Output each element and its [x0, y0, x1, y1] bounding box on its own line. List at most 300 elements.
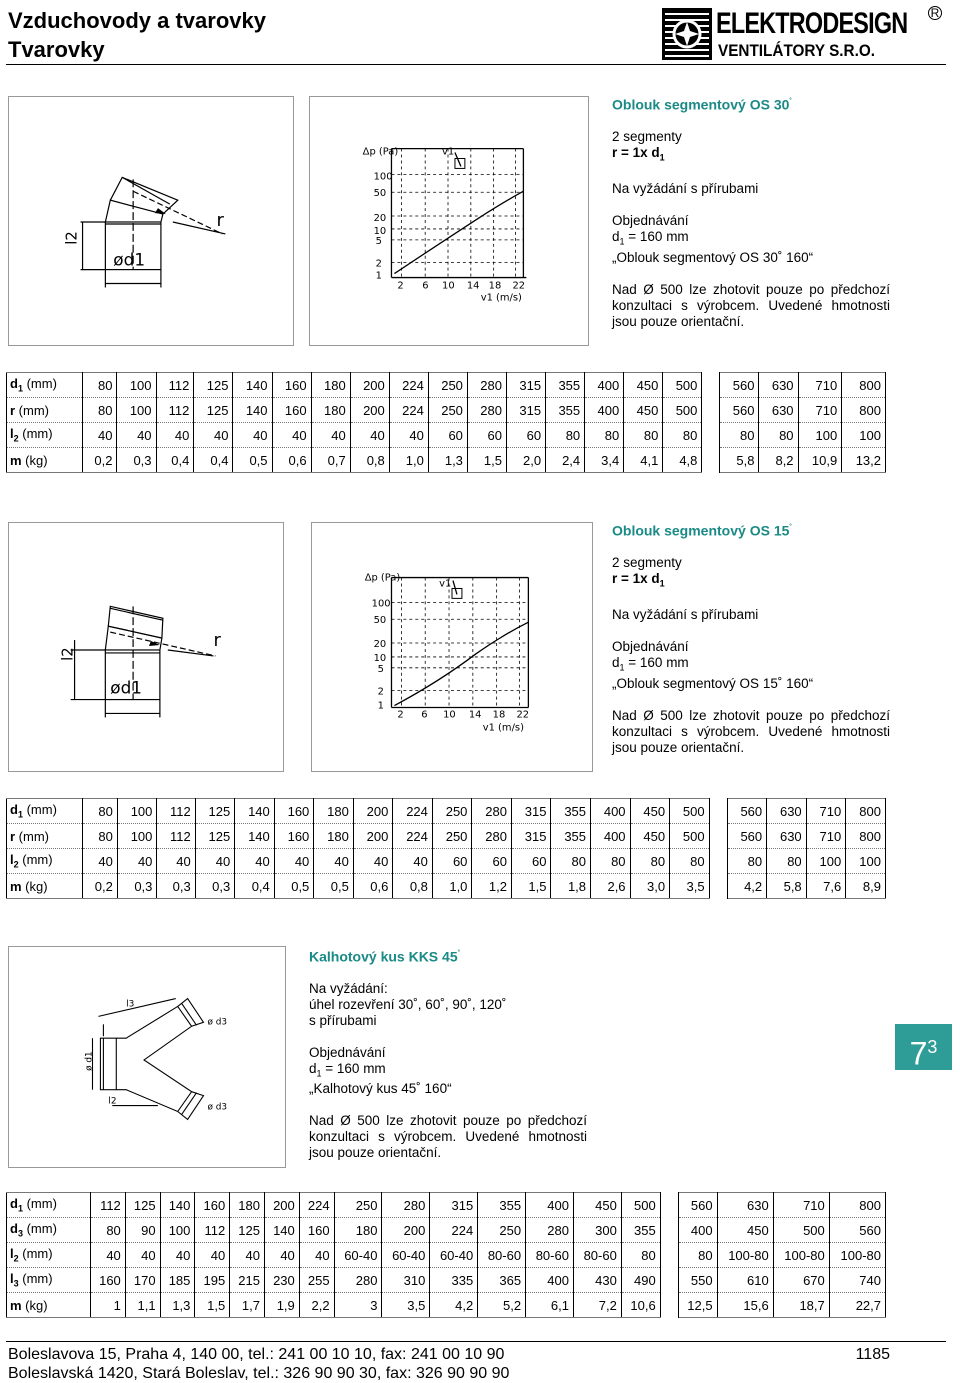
table-cell: 365: [478, 1268, 526, 1293]
table-cell: 255: [299, 1268, 334, 1293]
table-cell: 315: [430, 1193, 478, 1218]
row-label-subscript: 2: [13, 1253, 19, 1264]
table-cell: 40: [353, 849, 393, 874]
table-cell: 60: [428, 423, 467, 448]
table-cell: 80: [585, 423, 624, 448]
table-cell: 80-60: [573, 1243, 621, 1268]
row-label: [7, 824, 83, 849]
table-cell: 13,2: [842, 448, 886, 473]
table-cell: 140: [233, 398, 272, 423]
row-label-symbol: d: [10, 1221, 18, 1237]
ytick: 5: [375, 235, 382, 247]
table-cell: 40: [117, 423, 156, 448]
kks45-request: Na vyžádání:: [309, 980, 388, 996]
table-cell: 100: [806, 849, 846, 874]
table-cell: 60: [432, 849, 472, 874]
table-cell: 710: [773, 1193, 829, 1218]
ytick: 10: [373, 652, 387, 664]
table-cell: 40: [393, 849, 433, 874]
page-title-line2: Tvarovky: [8, 37, 105, 62]
table-cell: 250: [432, 824, 472, 849]
os30-segments: 2 segmenty: [612, 128, 682, 144]
os15-order-example: „Oblouk segmentový OS 15˚ 160“: [612, 676, 814, 692]
row-label-unit: (mm): [18, 1271, 53, 1287]
table-row: [7, 373, 886, 398]
table-cell: 710: [798, 398, 842, 423]
table-cell: 40: [83, 423, 117, 448]
table-cell: 0,2: [83, 874, 118, 899]
table-cell: 80-60: [478, 1243, 526, 1268]
row-label-symbol: l: [10, 426, 14, 442]
table-cell: 80: [83, 799, 118, 824]
row-label-symbol: d: [10, 1196, 18, 1212]
xtick: 10: [442, 280, 455, 292]
xtick: 6: [421, 709, 428, 721]
column-gap: [660, 1293, 678, 1318]
os15-title: Oblouk segmentový OS 15: [612, 522, 790, 539]
table-cell: 40: [235, 849, 275, 874]
os15-order-d-value: = 160 mm: [624, 655, 689, 671]
table-cell: 7,6: [806, 874, 846, 899]
column-gap: [709, 849, 727, 874]
table-cell: 0,8: [393, 874, 433, 899]
row-label-symbol: r: [10, 828, 16, 844]
table-cell: 224: [299, 1193, 334, 1218]
table-cell: 80: [546, 423, 585, 448]
pressure-loss-chart: [312, 523, 592, 771]
table-row: [7, 799, 886, 824]
fig-label-r: r: [216, 209, 224, 231]
table-cell: 280: [526, 1218, 574, 1243]
logo-subtitle: VENTILÁTORY S.R.O.: [718, 41, 875, 60]
table-row: [7, 398, 886, 423]
table-cell: 280: [472, 799, 512, 824]
table-cell: 430: [573, 1268, 621, 1293]
table-cell: 0,3: [117, 448, 156, 473]
chart-xlabel: v1 (m/s): [480, 292, 522, 304]
os30-order-d-value: = 160 mm: [624, 229, 689, 245]
table-cell: 100-80: [773, 1243, 829, 1268]
page-title: [8, 6, 266, 64]
os30-order-label: Objednávání: [612, 213, 689, 229]
table-cell: 2,2: [299, 1293, 334, 1318]
table-cell: 315: [511, 824, 551, 849]
table-cell: 125: [194, 373, 233, 398]
table-cell: 195: [195, 1268, 230, 1293]
table-cell: 160: [272, 373, 311, 398]
table-cell: 10,6: [621, 1293, 660, 1318]
chart-vlabel: v1: [442, 146, 455, 158]
row-label-unit: (mm): [18, 1246, 53, 1262]
table-cell: 2,4: [546, 448, 585, 473]
table-cell: 5,8: [720, 448, 759, 473]
row-label: [7, 1193, 91, 1218]
ytick: 2: [377, 686, 384, 698]
ytick: 10: [373, 225, 387, 237]
kks45-spec-table: [6, 1192, 886, 1318]
table-cell: 800: [846, 824, 886, 849]
os15-flanges: Na vyžádání s přírubami: [612, 607, 759, 623]
table-cell: 315: [511, 799, 551, 824]
table-cell: 125: [195, 824, 235, 849]
ytick: 1: [377, 700, 384, 712]
table-cell: 670: [773, 1268, 829, 1293]
os30-title: Oblouk segmentový OS 30: [612, 96, 790, 113]
footer-address-2: Boleslavská 1420, Stará Boleslav, tel.: 326 90 90 30, fax: 326 90 90 90: [8, 1365, 510, 1382]
table-cell: 250: [432, 799, 472, 824]
table-cell: 630: [717, 1193, 773, 1218]
table-cell: 40: [160, 1243, 195, 1268]
table-cell: 140: [233, 373, 272, 398]
kks45-title: Kalhotový kus KKS 45: [309, 948, 458, 965]
table-cell: 200: [353, 799, 393, 824]
ytick: 20: [373, 639, 387, 650]
os30-description: Oblouk segmentový OS 30˚ 2 segmenty r = 1x $d_1$ Na vyžádání s přírubami Objednávání $d_1 = 160$ mm „Oblouk segmentový OS 30˚ 160“ Nad Ø 500 lze zhotovit pouze po předchozí konzultaci s výrobcem. Uvedené hmotnosti jsou pouze orientační.: [612, 96, 890, 330]
row-label: [7, 1268, 91, 1293]
table-cell: 60: [507, 423, 546, 448]
xtick: 22: [516, 709, 530, 721]
table-cell: 80: [759, 423, 798, 448]
ytick: 50: [373, 188, 387, 200]
column-gap: [702, 373, 720, 398]
table-cell: 0,4: [194, 448, 233, 473]
row-label-symbol: l: [10, 852, 14, 868]
table-cell: 12,5: [678, 1293, 717, 1318]
table-cell: 0,3: [117, 874, 157, 899]
table-cell: 80: [630, 849, 670, 874]
table-cell: 2,0: [507, 448, 546, 473]
table-cell: 3,5: [670, 874, 710, 899]
section-badge-main: 7: [909, 1035, 928, 1072]
fig-label-d3-top: ø d3: [207, 1017, 228, 1028]
table-cell: 185: [160, 1268, 195, 1293]
table-cell: 100: [160, 1218, 195, 1243]
table-cell: 40: [125, 1243, 160, 1268]
column-gap: [660, 1193, 678, 1218]
table-cell: 2,6: [591, 874, 631, 899]
ytick: 100: [371, 598, 391, 610]
table-cell: 200: [264, 1193, 299, 1218]
table-cell: 1,9: [264, 1293, 299, 1318]
table-cell: 100: [117, 799, 157, 824]
table-cell: 140: [235, 799, 275, 824]
table-cell: 800: [842, 398, 886, 423]
row-label-symbol: m: [10, 452, 22, 468]
footer-divider: [6, 1341, 946, 1342]
table-cell: 1,3: [428, 448, 467, 473]
os15-segments: 2 segmenty: [612, 554, 682, 570]
ytick: 1: [375, 270, 382, 282]
table-cell: 710: [806, 824, 846, 849]
table-cell: 250: [478, 1218, 526, 1243]
row-label-unit: (mm): [18, 426, 53, 442]
os30-order-d: d: [612, 229, 620, 245]
row-label: [7, 423, 83, 448]
row-label-unit: (mm): [22, 802, 57, 818]
os15-pressure-chart: [311, 522, 593, 772]
table-cell: 560: [678, 1193, 717, 1218]
kks45-description: Kalhotový kus KKS 45˚ Na vyžádání: úhel rozevření 30˚, 60˚, 90˚, 120˚ s přírubami Objednávání $d_1 = 160$ mm „Kalhotový kus 45˚ 160“ Nad Ø 500 lze zhotovit pouze po předchozí konzultaci s výrobcem. Uvedené hmotnosti jsou pouze orientační.: [309, 948, 587, 1161]
table-cell: 140: [160, 1193, 195, 1218]
table-cell: 80: [767, 849, 807, 874]
table-cell: 0,6: [353, 874, 393, 899]
row-label: [7, 849, 83, 874]
table-cell: 170: [125, 1268, 160, 1293]
ytick: 5: [377, 663, 384, 675]
chart-ylabel: Δp (Pa): [364, 572, 401, 584]
header-divider: [6, 64, 946, 65]
table-cell: 500: [663, 398, 702, 423]
table-row: [7, 1268, 886, 1293]
os15-drawing: [8, 522, 284, 772]
table-cell: 18,7: [773, 1293, 829, 1318]
table-cell: 280: [467, 398, 506, 423]
table-cell: 5,2: [478, 1293, 526, 1318]
table-cell: 40: [195, 849, 235, 874]
table-cell: 1,5: [467, 448, 506, 473]
column-gap: [702, 398, 720, 423]
table-cell: 160: [195, 1193, 230, 1218]
table-cell: 315: [507, 373, 546, 398]
table-cell: 310: [382, 1268, 430, 1293]
row-label-symbol: m: [10, 878, 22, 894]
chart-ylabel: Δp (Pa): [362, 146, 399, 158]
xtick: 2: [397, 280, 404, 292]
table-cell: 1,8: [551, 874, 591, 899]
xtick: 10: [443, 709, 456, 721]
column-gap: [660, 1268, 678, 1293]
table-cell: 500: [773, 1218, 829, 1243]
row-label-unit: (kg): [21, 452, 48, 468]
y-branch-drawing-icon: [9, 947, 285, 1167]
table-cell: 140: [235, 824, 275, 849]
table-cell: 400: [526, 1193, 574, 1218]
column-gap: [709, 874, 727, 899]
table-cell: 400: [526, 1268, 574, 1293]
fig-label-d1: ød1: [113, 249, 146, 270]
row-label: [7, 1243, 91, 1268]
row-label-symbol: d: [10, 376, 18, 392]
table-cell: 60: [472, 849, 512, 874]
table-cell: 180: [311, 398, 350, 423]
table-cell: 40: [274, 849, 314, 874]
fig-label-l2: l2: [108, 1096, 117, 1107]
table-cell: 40: [91, 1243, 126, 1268]
table-cell: 250: [428, 373, 467, 398]
table-cell: 8,2: [759, 448, 798, 473]
table-cell: 125: [230, 1218, 265, 1243]
xtick: 22: [512, 280, 526, 292]
table-cell: 8,9: [846, 874, 886, 899]
table-cell: 60-40: [334, 1243, 382, 1268]
table-cell: 80: [663, 423, 702, 448]
table-cell: 60-40: [430, 1243, 478, 1268]
table-cell: 180: [311, 373, 350, 398]
table-cell: 112: [157, 799, 195, 824]
table-cell: 100: [846, 849, 886, 874]
table-cell: 160: [274, 824, 314, 849]
os30-radius: r = 1x d: [612, 144, 660, 160]
fig-label-r: r: [213, 630, 221, 652]
table-cell: 60: [511, 849, 551, 874]
row-label-subscript: 3: [17, 1228, 23, 1239]
table-cell: 0,5: [274, 874, 314, 899]
table-cell: 100: [117, 398, 156, 423]
table-cell: 450: [573, 1193, 621, 1218]
row-label-symbol: r: [10, 402, 16, 418]
os30-order-example: „Oblouk segmentový OS 30˚ 160“: [612, 250, 814, 266]
os30-flanges: Na vyžádání s přírubami: [612, 181, 759, 197]
column-gap: [709, 799, 727, 824]
xtick: 18: [492, 709, 506, 721]
row-label-unit: (mm): [15, 828, 49, 844]
fig-label-d1: ød1: [110, 677, 143, 698]
section-badge: [895, 1024, 952, 1070]
table-cell: 40: [194, 423, 233, 448]
table-cell: 40: [230, 1243, 265, 1268]
row-label: [7, 799, 83, 824]
table-cell: 355: [551, 824, 591, 849]
table-cell: 125: [194, 398, 233, 423]
table-cell: 215: [230, 1268, 265, 1293]
table-cell: 80: [551, 849, 591, 874]
logo-name: ELEKTRODESIGN: [716, 7, 908, 40]
ytick: 20: [373, 213, 387, 224]
page-number: 1185: [855, 1346, 890, 1363]
table-cell: 200: [350, 373, 389, 398]
table-cell: 280: [467, 373, 506, 398]
xtick: 6: [422, 280, 429, 292]
table-cell: 112: [156, 398, 194, 423]
table-cell: 500: [670, 824, 710, 849]
table-cell: 112: [156, 373, 194, 398]
table-cell: 550: [678, 1268, 717, 1293]
table-row: [7, 849, 886, 874]
row-label-symbol: l: [10, 1271, 14, 1287]
table-cell: 0,3: [157, 874, 195, 899]
page-title-line1: Vzduchovody a tvarovky: [8, 8, 266, 33]
os30-drawing: [8, 96, 294, 346]
os15-description: Oblouk segmentový OS 15˚ 2 segmenty r = 1x $d_1$ Na vyžádání s přírubami Objednávání $d_1 = 160$ mm „Oblouk segmentový OS 15˚ 160“ Nad Ø 500 lze zhotovit pouze po předchozí konzultaci s výrobcem. Uvedené hmotnosti jsou pouze orientační.: [612, 522, 890, 756]
xtick: 14: [468, 709, 482, 721]
os30-note: Nad Ø 500 lze zhotovit pouze po předchozí konzultaci s výrobcem. Uvedené hmotnosti jsou pouze orientační.: [612, 282, 890, 330]
elbow-drawing-icon: [9, 523, 283, 771]
table-cell: 1,1: [125, 1293, 160, 1318]
table-cell: 160: [272, 398, 311, 423]
table-cell: 100: [842, 423, 886, 448]
table-cell: 355: [546, 398, 585, 423]
kks45-order-d-value: = 160 mm: [321, 1060, 386, 1076]
row-label-subscript: 2: [13, 859, 19, 870]
table-cell: 125: [125, 1193, 160, 1218]
kks45-order-d: d: [309, 1060, 317, 1076]
table-cell: 300: [573, 1218, 621, 1243]
registered-mark: R: [928, 6, 942, 20]
table-cell: 100-80: [829, 1243, 885, 1268]
table-cell: 1,2: [472, 874, 512, 899]
kks45-flanges: s přírubami: [309, 1012, 377, 1028]
table-cell: 450: [717, 1218, 773, 1243]
os15-order-label: Objednávání: [612, 639, 689, 655]
row-label-subscript: 3: [13, 1278, 19, 1289]
ytick: 2: [375, 258, 382, 270]
table-cell: 3,4: [585, 448, 624, 473]
table-cell: 180: [230, 1193, 265, 1218]
row-label-unit: (mm): [22, 1196, 57, 1212]
table-cell: 40: [272, 423, 311, 448]
table-cell: 160: [91, 1268, 126, 1293]
table-row: [7, 824, 886, 849]
table-cell: 800: [842, 373, 886, 398]
table-cell: 200: [353, 824, 393, 849]
row-label: [7, 373, 83, 398]
table-cell: 40: [311, 423, 350, 448]
table-cell: 560: [727, 799, 767, 824]
row-label: [7, 874, 83, 899]
table-cell: 112: [195, 1218, 230, 1243]
table-cell: 40: [117, 849, 157, 874]
table-cell: 400: [585, 398, 624, 423]
fig-label-d3-bottom: ø d3: [207, 1102, 228, 1113]
ytick: 100: [373, 171, 393, 183]
table-cell: 10,9: [798, 448, 842, 473]
kks45-angles: úhel rozevření 30˚, 60˚, 90˚, 120˚: [309, 996, 507, 1012]
table-cell: 100: [117, 373, 156, 398]
table-cell: 560: [720, 398, 759, 423]
os30-pressure-chart: [309, 96, 589, 346]
row-label-subscript: 1: [17, 809, 23, 820]
table-cell: 15,6: [717, 1293, 773, 1318]
table-cell: 1,3: [160, 1293, 195, 1318]
table-cell: 450: [624, 398, 663, 423]
table-cell: 400: [591, 799, 631, 824]
table-cell: 1,0: [432, 874, 472, 899]
table-cell: 0,6: [272, 448, 311, 473]
row-label-symbol: d: [10, 802, 18, 818]
logo-mark-icon: [662, 8, 712, 60]
table-cell: 200: [350, 398, 389, 423]
kks45-note: Nad Ø 500 lze zhotovit pouze po předchozí konzultaci s výrobcem. Uvedené hmotnosti jsou pouze orientační.: [309, 1113, 587, 1161]
table-cell: 355: [478, 1193, 526, 1218]
table-cell: 3,0: [630, 874, 670, 899]
table-cell: 0,8: [350, 448, 389, 473]
table-cell: 224: [389, 398, 428, 423]
section-badge-sup: 3: [927, 1037, 938, 1057]
table-cell: 40: [264, 1243, 299, 1268]
table-row: [7, 1293, 886, 1318]
table-cell: 0,5: [314, 874, 354, 899]
table-cell: 40: [157, 849, 195, 874]
table-row: [7, 1193, 886, 1218]
table-cell: 1,5: [511, 874, 551, 899]
fig-label-l2: l2: [58, 647, 77, 661]
table-cell: 710: [798, 373, 842, 398]
os30-spec-table: [6, 372, 886, 473]
xtick: 18: [488, 280, 502, 292]
kks45-order-label: Objednávání: [309, 1044, 386, 1060]
table-cell: 250: [334, 1193, 382, 1218]
table-cell: 4,2: [727, 874, 767, 899]
table-cell: 80: [621, 1243, 660, 1268]
column-gap: [702, 448, 720, 473]
table-cell: 40: [233, 423, 272, 448]
table-cell: 740: [829, 1268, 885, 1293]
ytick: 50: [373, 615, 387, 627]
table-row: [7, 423, 886, 448]
row-label-unit: (mm): [22, 1221, 57, 1237]
table-cell: 80: [83, 824, 118, 849]
table-cell: 500: [670, 799, 710, 824]
